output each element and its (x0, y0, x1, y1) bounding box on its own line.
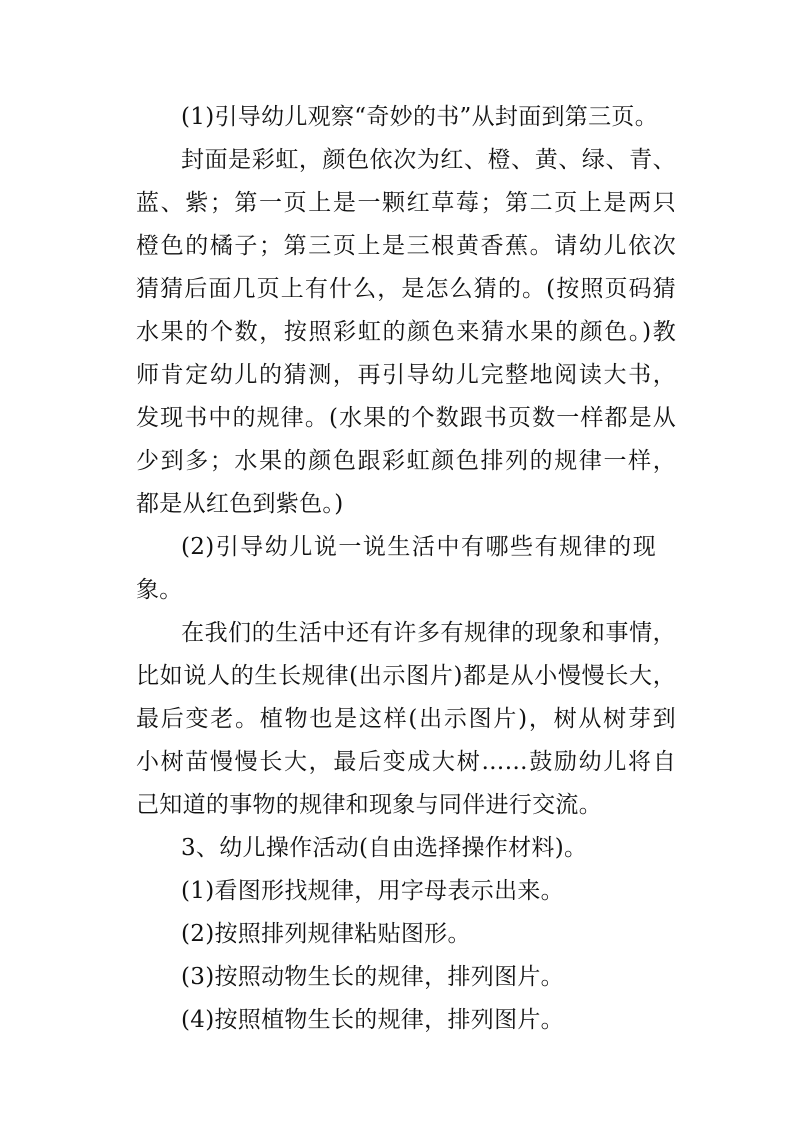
paragraph-line: 3、幼儿操作活动(自由选择操作材料)。 (181, 835, 588, 861)
paragraph-line: 橙色的橘子；第三页上是三根黄香蕉。请幼儿依次 (136, 233, 676, 259)
paragraph-line: 发现书中的规律。(水果的个数跟书页数一样都是从 (136, 405, 676, 431)
paragraph-line: (3)按照动物生长的规律，排列图片。 (181, 964, 564, 990)
paragraph-line: (2)引导幼儿说一说生活中有哪些有规律的现 (181, 534, 656, 560)
paragraph-line: 在我们的生活中还有许多有规律的现象和事情， (181, 620, 676, 646)
paragraph-line: 小树苗慢慢长大，最后变成大树……鼓励幼儿将自 (136, 749, 676, 775)
paragraph-line: 都是从红色到紫色。) (136, 491, 344, 517)
paragraph-line: 比如说人的生长规律(出示图片)都是从小慢慢长大， (136, 663, 676, 689)
paragraph-line: 象。 (136, 577, 183, 603)
paragraph-line: 师肯定幼儿的猜测，再引导幼儿完整地阅读大书， (136, 362, 676, 388)
paragraph-line: 封面是彩虹，颜色依次为红、橙、黄、绿、青、 (181, 147, 676, 173)
paragraph-line: 少到多；水果的颜色跟彩虹颜色排列的规律一样， (136, 448, 676, 474)
paragraph-line: 蓝、紫；第一页上是一颗红草莓；第二页上是两只 (136, 190, 676, 216)
paragraph-line: (2)按照排列规律粘贴图形。 (181, 921, 471, 947)
paragraph-line: (4)按照植物生长的规律，排列图片。 (181, 1007, 564, 1033)
paragraph-line: 水果的个数，按照彩虹的颜色来猜水果的颜色。)教 (136, 319, 676, 345)
paragraph-line: (1)引导幼儿观察“奇妙的书”从封面到第三页。 (181, 104, 658, 130)
paragraph-line: 最后变老。植物也是这样(出示图片)，树从树芽到 (136, 706, 676, 732)
paragraph-line: (1)看图形找规律，用字母表示出来。 (181, 878, 564, 904)
paragraph-line: 猜猜后面几页上有什么，是怎么猜的。(按照页码猜 (136, 276, 676, 302)
paragraph-line: 己知道的事物的规律和现象与同伴进行交流。 (136, 792, 602, 818)
